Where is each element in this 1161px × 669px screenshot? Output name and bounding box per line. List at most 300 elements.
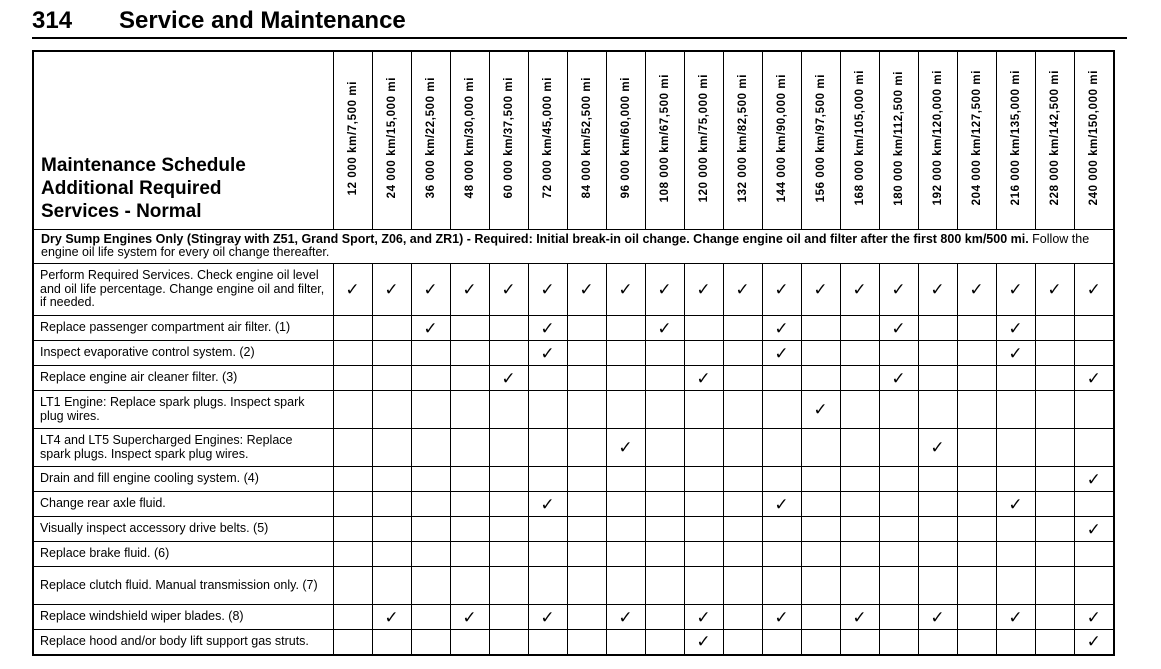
checkmark-cell: [762, 264, 801, 316]
empty-cell: [411, 366, 450, 391]
empty-cell: [996, 517, 1035, 542]
empty-cell: [333, 366, 372, 391]
empty-cell: [996, 429, 1035, 467]
table-title-line: Additional Required: [41, 178, 222, 199]
empty-cell: [918, 341, 957, 366]
empty-cell: [567, 316, 606, 341]
checkmark-icon: ✓: [930, 438, 945, 457]
empty-cell: [723, 517, 762, 542]
checkmark-cell: [528, 492, 567, 517]
empty-cell: [1035, 366, 1074, 391]
checkmark-cell: [684, 605, 723, 630]
empty-cell: [1035, 542, 1074, 567]
interval-label: 240 000 km/150,000 mi: [1087, 70, 1100, 206]
empty-cell: [684, 429, 723, 467]
checkmark-icon: ✓: [1086, 469, 1101, 489]
empty-cell: [1035, 467, 1074, 492]
empty-cell: [372, 542, 411, 567]
interval-header: [957, 51, 996, 230]
empty-cell: [411, 630, 450, 655]
empty-cell: [333, 341, 372, 366]
empty-cell: [723, 542, 762, 567]
interval-header: [1074, 51, 1114, 230]
empty-cell: [723, 567, 762, 605]
empty-cell: [489, 605, 528, 630]
empty-cell: [879, 391, 918, 429]
empty-cell: [528, 630, 567, 655]
empty-cell: [372, 366, 411, 391]
checkmark-cell: [1074, 517, 1114, 542]
table-row: [33, 517, 1114, 542]
empty-cell: [957, 316, 996, 341]
empty-cell: [411, 391, 450, 429]
empty-cell: [723, 366, 762, 391]
interval-header: [840, 51, 879, 230]
empty-cell: [801, 567, 840, 605]
empty-cell: [918, 567, 957, 605]
empty-cell: [411, 605, 450, 630]
empty-cell: [333, 467, 372, 492]
interval-header: [606, 51, 645, 230]
checkmark-cell: [528, 264, 567, 316]
section-title: Service and Maintenance: [119, 7, 406, 34]
interval-label: 48 000 km/30,000 mi: [463, 77, 476, 199]
interval-label: 156 000 km/97,500 mi: [814, 73, 827, 203]
table-row: [33, 567, 1114, 605]
checkmark-icon: ✓: [852, 607, 867, 627]
empty-cell: [840, 391, 879, 429]
checkmark-icon: ✓: [852, 280, 867, 299]
empty-cell: [333, 316, 372, 341]
empty-cell: [606, 630, 645, 655]
checkmark-cell: [606, 264, 645, 316]
checkmark-cell: [918, 605, 957, 630]
empty-cell: [957, 341, 996, 366]
empty-cell: [1074, 391, 1114, 429]
empty-cell: [450, 366, 489, 391]
checkmark-cell: [1074, 264, 1114, 316]
checkmark-cell: [957, 264, 996, 316]
empty-cell: [879, 567, 918, 605]
empty-cell: [840, 567, 879, 605]
interval-header: [723, 51, 762, 230]
empty-cell: [840, 429, 879, 467]
checkmark-cell: [996, 605, 1035, 630]
empty-cell: [762, 542, 801, 567]
empty-cell: [879, 492, 918, 517]
empty-cell: [762, 517, 801, 542]
checkmark-icon: ✓: [423, 318, 438, 338]
empty-cell: [372, 429, 411, 467]
empty-cell: [372, 517, 411, 542]
empty-cell: [567, 391, 606, 429]
empty-cell: [645, 341, 684, 366]
empty-cell: [879, 542, 918, 567]
table-title-line: Maintenance Schedule: [41, 155, 246, 176]
interval-label: 228 000 km/142,500 mi: [1048, 70, 1061, 206]
table-title: [33, 51, 333, 230]
empty-cell: [333, 567, 372, 605]
checkmark-icon: ✓: [1086, 607, 1101, 627]
checkmark-icon: ✓: [657, 318, 672, 338]
interval-header: [528, 51, 567, 230]
checkmark-cell: [1074, 630, 1114, 655]
empty-cell: [1074, 341, 1114, 366]
empty-cell: [645, 391, 684, 429]
empty-cell: [528, 567, 567, 605]
empty-cell: [996, 542, 1035, 567]
checkmark-icon: ✓: [618, 280, 633, 299]
empty-cell: [840, 492, 879, 517]
service-task: Replace passenger compartment air filter. (1): [33, 316, 333, 341]
checkmark-cell: [762, 316, 801, 341]
empty-cell: [567, 517, 606, 542]
checkmark-cell: [450, 605, 489, 630]
checkmark-icon: ✓: [384, 280, 399, 299]
checkmark-cell: [1074, 366, 1114, 391]
checkmark-icon: ✓: [813, 400, 828, 419]
service-task: Replace hood and/or body lift support gas struts.: [33, 630, 333, 655]
empty-cell: [762, 429, 801, 467]
checkmark-icon: ✓: [813, 280, 828, 299]
empty-cell: [1074, 492, 1114, 517]
empty-cell: [840, 542, 879, 567]
service-task: Replace engine air cleaner filter. (3): [33, 366, 333, 391]
empty-cell: [606, 542, 645, 567]
checkmark-icon: ✓: [774, 607, 789, 627]
empty-cell: [645, 542, 684, 567]
interval-header: [567, 51, 606, 230]
service-task: Perform Required Services. Check engine oil level and oil life percentage. Change engine oil and filter, if needed.: [33, 264, 333, 316]
break-in-note-bold: Dry Sump Engines Only (Stingray with Z51, Grand Sport, Z06, and ZR1) - Required: Initial break-in oil change. Change engine oil and filter after the first 800 km/500 mi.: [41, 232, 1029, 246]
checkmark-icon: ✓: [657, 280, 672, 299]
empty-cell: [1074, 429, 1114, 467]
empty-cell: [645, 605, 684, 630]
checkmark-cell: [840, 264, 879, 316]
checkmark-icon: ✓: [618, 438, 633, 457]
empty-cell: [450, 391, 489, 429]
empty-cell: [684, 316, 723, 341]
checkmark-icon: ✓: [1008, 280, 1023, 299]
checkmark-icon: ✓: [462, 607, 477, 627]
empty-cell: [801, 467, 840, 492]
empty-cell: [1035, 630, 1074, 655]
empty-cell: [1035, 492, 1074, 517]
empty-cell: [801, 517, 840, 542]
table-row: [33, 316, 1114, 341]
empty-cell: [450, 467, 489, 492]
maintenance-schedule-table: [32, 50, 1115, 656]
checkmark-cell: [372, 264, 411, 316]
empty-cell: [645, 429, 684, 467]
empty-cell: [957, 605, 996, 630]
empty-cell: [567, 429, 606, 467]
empty-cell: [918, 391, 957, 429]
checkmark-cell: [918, 429, 957, 467]
interval-header-row: [33, 51, 1114, 230]
empty-cell: [450, 429, 489, 467]
checkmark-icon: ✓: [696, 607, 711, 627]
table-row: [33, 467, 1114, 492]
interval-label: 12 000 km/7,500 mi: [346, 80, 359, 196]
empty-cell: [801, 429, 840, 467]
service-task: Drain and fill engine cooling system. (4): [33, 467, 333, 492]
empty-cell: [957, 391, 996, 429]
empty-cell: [372, 316, 411, 341]
page-number: 314: [32, 7, 73, 34]
empty-cell: [567, 567, 606, 605]
table-row: [33, 630, 1114, 655]
empty-cell: [1074, 542, 1114, 567]
empty-cell: [489, 492, 528, 517]
checkmark-icon: ✓: [345, 280, 360, 299]
checkmark-cell: [411, 316, 450, 341]
empty-cell: [567, 341, 606, 366]
empty-cell: [840, 341, 879, 366]
interval-header: [489, 51, 528, 230]
interval-header: [411, 51, 450, 230]
checkmark-cell: [450, 264, 489, 316]
table-row: [33, 366, 1114, 391]
checkmark-icon: ✓: [774, 280, 789, 299]
checkmark-cell: [372, 605, 411, 630]
checkmark-cell: [1035, 264, 1074, 316]
empty-cell: [879, 605, 918, 630]
checkmark-cell: [996, 341, 1035, 366]
checkmark-cell: [762, 341, 801, 366]
checkmark-cell: [333, 264, 372, 316]
empty-cell: [372, 341, 411, 366]
empty-cell: [489, 630, 528, 655]
checkmark-cell: [762, 605, 801, 630]
empty-cell: [996, 467, 1035, 492]
empty-cell: [528, 366, 567, 391]
empty-cell: [1035, 391, 1074, 429]
empty-cell: [489, 467, 528, 492]
checkmark-cell: [567, 264, 606, 316]
empty-cell: [606, 316, 645, 341]
empty-cell: [957, 429, 996, 467]
empty-cell: [411, 467, 450, 492]
break-in-note-text: Follow the engine oil life system for every oil change thereafter.: [41, 232, 1090, 259]
empty-cell: [840, 517, 879, 542]
empty-cell: [801, 366, 840, 391]
checkmark-icon: ✓: [540, 318, 555, 338]
empty-cell: [411, 517, 450, 542]
empty-cell: [801, 316, 840, 341]
checkmark-cell: [489, 264, 528, 316]
checkmark-icon: ✓: [540, 607, 555, 627]
empty-cell: [762, 567, 801, 605]
empty-cell: [801, 630, 840, 655]
checkmark-cell: [528, 316, 567, 341]
empty-cell: [1035, 429, 1074, 467]
empty-cell: [645, 567, 684, 605]
empty-cell: [957, 630, 996, 655]
empty-cell: [684, 467, 723, 492]
empty-cell: [333, 630, 372, 655]
table-row: [33, 542, 1114, 567]
empty-cell: [723, 467, 762, 492]
table-title-line: Services - Normal: [41, 201, 202, 222]
break-in-note-row: [33, 230, 1114, 264]
empty-cell: [489, 517, 528, 542]
empty-cell: [957, 517, 996, 542]
empty-cell: [723, 605, 762, 630]
checkmark-icon: ✓: [930, 607, 945, 627]
empty-cell: [918, 316, 957, 341]
empty-cell: [528, 391, 567, 429]
empty-cell: [957, 492, 996, 517]
empty-cell: [762, 391, 801, 429]
interval-label: 192 000 km/120,000 mi: [931, 70, 944, 206]
empty-cell: [879, 467, 918, 492]
table-row: [33, 492, 1114, 517]
checkmark-icon: ✓: [1008, 607, 1023, 627]
empty-cell: [801, 341, 840, 366]
empty-cell: [996, 630, 1035, 655]
empty-cell: [801, 542, 840, 567]
empty-cell: [723, 341, 762, 366]
empty-cell: [333, 605, 372, 630]
interval-header: [450, 51, 489, 230]
checkmark-icon: ✓: [1086, 519, 1101, 539]
empty-cell: [723, 391, 762, 429]
empty-cell: [840, 366, 879, 391]
empty-cell: [411, 429, 450, 467]
empty-cell: [372, 567, 411, 605]
checkmark-cell: [1074, 467, 1114, 492]
checkmark-icon: ✓: [579, 280, 594, 299]
checkmark-icon: ✓: [969, 280, 984, 299]
empty-cell: [801, 492, 840, 517]
checkmark-icon: ✓: [540, 343, 555, 363]
checkmark-cell: [684, 630, 723, 655]
empty-cell: [957, 542, 996, 567]
checkmark-icon: ✓: [1008, 343, 1023, 363]
empty-cell: [606, 567, 645, 605]
empty-cell: [840, 630, 879, 655]
checkmark-icon: ✓: [1047, 280, 1062, 299]
empty-cell: [645, 492, 684, 517]
empty-cell: [918, 542, 957, 567]
checkmark-icon: ✓: [1008, 318, 1023, 338]
checkmark-icon: ✓: [1086, 368, 1101, 388]
table-row: [33, 605, 1114, 630]
checkmark-icon: ✓: [891, 318, 906, 338]
table-row: [33, 429, 1114, 467]
service-task: Replace brake fluid. (6): [33, 542, 333, 567]
checkmark-icon: ✓: [423, 280, 438, 299]
empty-cell: [918, 630, 957, 655]
service-task: Replace clutch fluid. Manual transmission only. (7): [33, 567, 333, 605]
interval-header: [684, 51, 723, 230]
interval-header: [645, 51, 684, 230]
empty-cell: [372, 630, 411, 655]
empty-cell: [450, 492, 489, 517]
empty-cell: [879, 341, 918, 366]
empty-cell: [918, 492, 957, 517]
interval-header: [333, 51, 372, 230]
empty-cell: [567, 605, 606, 630]
empty-cell: [411, 492, 450, 517]
checkmark-cell: [528, 341, 567, 366]
service-task: Inspect evaporative control system. (2): [33, 341, 333, 366]
checkmark-icon: ✓: [501, 368, 516, 388]
empty-cell: [528, 429, 567, 467]
empty-cell: [528, 517, 567, 542]
interval-label: 24 000 km/15,000 mi: [385, 77, 398, 199]
checkmark-icon: ✓: [501, 280, 516, 299]
empty-cell: [645, 517, 684, 542]
empty-cell: [957, 467, 996, 492]
checkmark-cell: [606, 429, 645, 467]
empty-cell: [723, 429, 762, 467]
empty-cell: [333, 492, 372, 517]
checkmark-cell: [996, 316, 1035, 341]
empty-cell: [528, 542, 567, 567]
service-task: Visually inspect accessory drive belts. (5): [33, 517, 333, 542]
empty-cell: [567, 492, 606, 517]
empty-cell: [567, 366, 606, 391]
empty-cell: [762, 366, 801, 391]
empty-cell: [333, 391, 372, 429]
checkmark-icon: ✓: [462, 280, 477, 299]
checkmark-cell: [879, 316, 918, 341]
service-task: LT1 Engine: Replace spark plugs. Inspect spark plug wires.: [33, 391, 333, 429]
checkmark-cell: [606, 605, 645, 630]
empty-cell: [489, 429, 528, 467]
empty-cell: [684, 341, 723, 366]
empty-cell: [645, 366, 684, 391]
empty-cell: [411, 567, 450, 605]
checkmark-icon: ✓: [930, 280, 945, 299]
empty-cell: [1074, 567, 1114, 605]
empty-cell: [567, 467, 606, 492]
table-row: [33, 391, 1114, 429]
empty-cell: [918, 467, 957, 492]
checkmark-cell: [918, 264, 957, 316]
empty-cell: [450, 630, 489, 655]
interval-label: 120 000 km/75,000 mi: [697, 73, 710, 203]
checkmark-cell: [1074, 605, 1114, 630]
empty-cell: [1035, 605, 1074, 630]
interval-header: [996, 51, 1035, 230]
checkmark-cell: [489, 366, 528, 391]
empty-cell: [723, 492, 762, 517]
interval-label: 204 000 km/127,500 mi: [970, 70, 983, 206]
checkmark-cell: [645, 264, 684, 316]
empty-cell: [1035, 341, 1074, 366]
empty-cell: [606, 467, 645, 492]
empty-cell: [567, 542, 606, 567]
empty-cell: [1035, 517, 1074, 542]
checkmark-cell: [684, 264, 723, 316]
empty-cell: [879, 517, 918, 542]
empty-cell: [801, 605, 840, 630]
empty-cell: [957, 567, 996, 605]
empty-cell: [372, 492, 411, 517]
empty-cell: [372, 467, 411, 492]
empty-cell: [840, 316, 879, 341]
interval-header: [801, 51, 840, 230]
checkmark-icon: ✓: [1086, 632, 1101, 652]
table-row: [33, 264, 1114, 316]
checkmark-icon: ✓: [1008, 494, 1023, 514]
empty-cell: [411, 341, 450, 366]
empty-cell: [333, 517, 372, 542]
interval-header: [1035, 51, 1074, 230]
